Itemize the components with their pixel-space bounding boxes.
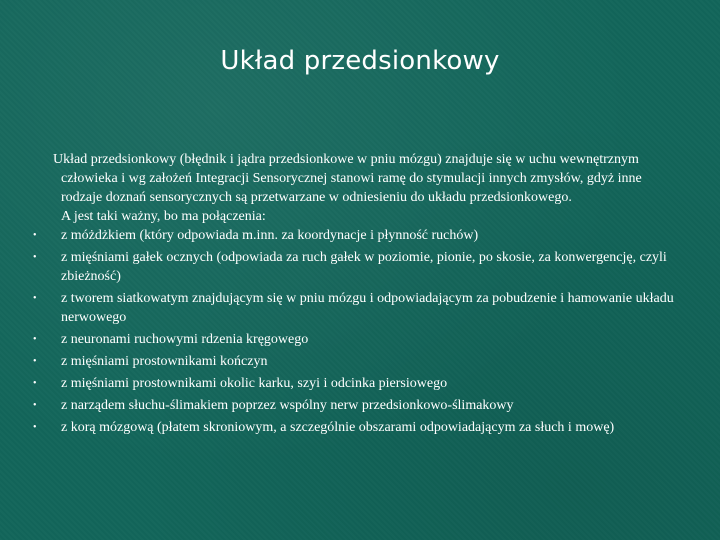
bullet-icon: • — [33, 334, 37, 345]
bullet-icon: • — [33, 293, 37, 304]
list-item — [33, 374, 683, 393]
list-item — [33, 396, 683, 415]
list-item-text: z narządem słuchu-ślimakiem poprzez wspólny nerw przedsionkowo-ślimakowy — [61, 398, 514, 413]
list-item — [33, 352, 683, 371]
list-item-text: z neuronami ruchowymi rdzenia kręgowego — [61, 332, 309, 347]
list-item-text: z mięśniami gałek ocznych (odpowiada za ruch gałek w poziomie, pionie, po skosie, za konwergencję, czyli zbieżność) — [61, 250, 667, 284]
list-item-text: z tworem siatkowatym znajdującym się w pniu mózgu i odpowiadającym za pobudzenie i hamowanie układu nerwowego — [61, 291, 674, 325]
intro-paragraph: Układ przedsionkowy (błędnik i jądra przedsionkowe w pniu mózgu) znajduje się w uchu wewnętrznym człowieka i wg założeń Integracji Sensorycznej stanowi ramę do stymulacji innych zmysłów, gdyż inne rodzaje doznań sensorycznych są przetwarzane w odniesieniu do układu przedsionkowego. — [53, 152, 642, 205]
list-item-text: z mięśniami prostownikami okolic karku, szyi i odcinka piersiowego — [61, 376, 448, 391]
bullet-icon: • — [33, 400, 37, 411]
list-item-text: z mięśniami prostownikami kończyn — [61, 354, 268, 369]
list-item — [33, 289, 683, 327]
bullet-icon: • — [33, 422, 37, 433]
list-item — [33, 248, 683, 286]
list-item-text: z korą mózgową (płatem skroniowym, a szczególnie obszarami odpowiadającym za słuch i mowę) — [61, 420, 615, 435]
list-item — [33, 418, 683, 437]
slide-title: Układ przedsionkowy — [220, 46, 500, 76]
slide-body — [33, 150, 683, 440]
bullet-icon: • — [33, 230, 37, 241]
bullet-icon: • — [33, 356, 37, 367]
intro-lead: A jest taki ważny, bo ma połączenia: — [61, 209, 266, 224]
list-item — [33, 226, 683, 245]
bullet-icon: • — [33, 252, 37, 263]
bullet-icon: • — [33, 378, 37, 389]
connections-list — [33, 226, 683, 437]
list-item — [33, 330, 683, 349]
list-item-text: z móżdżkiem (który odpowiada m.inn. za koordynacje i płynność ruchów) — [61, 228, 479, 243]
